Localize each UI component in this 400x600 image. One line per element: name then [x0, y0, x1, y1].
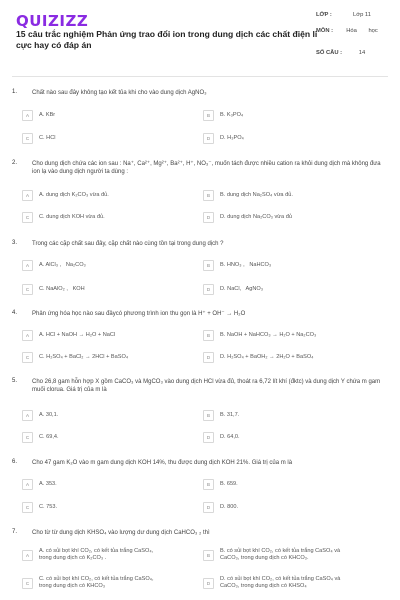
option-letter-box: D	[203, 284, 214, 295]
option-text: A. 353.	[39, 481, 57, 487]
option-b[interactable]	[203, 330, 316, 341]
option-text: B. 31,7.	[220, 412, 240, 418]
option-letter-box: C	[22, 212, 33, 223]
option-d[interactable]	[203, 212, 292, 223]
option-c[interactable]	[22, 133, 55, 144]
quizizz-logo: QUIZIZZ	[16, 12, 89, 30]
option-letter-box: B	[203, 410, 214, 421]
option-letter-box: D	[203, 502, 214, 513]
question-text: Cho dung dịch chứa các ion sau : Na⁺, Ca²⁺, Mg²⁺, Ba²⁺, H⁺, NO₃⁻, muốn tách được nhiều cation ra khỏi dung dịch mà không đưa ion lạ vào dung dịch người ta dùng :	[32, 161, 381, 175]
meta-label: LỚP :	[316, 12, 332, 18]
meta-panel	[316, 12, 380, 66]
question-number: 6.	[12, 459, 18, 465]
option-b[interactable]	[203, 479, 238, 490]
option-d[interactable]	[203, 352, 313, 363]
option-a[interactable]	[22, 479, 57, 490]
option-text: A. dung dịch K₂CO₃ vừa đủ.	[39, 192, 109, 198]
option-b[interactable]	[203, 190, 293, 201]
option-letter-box: D	[203, 578, 214, 589]
option-text: D. 800.	[220, 504, 239, 510]
option-text: D. dung dịch Na₂CO₃ vừa đủ	[220, 214, 292, 220]
option-b[interactable]	[203, 410, 239, 421]
option-text: C. NaAlO₂ , KOH	[39, 286, 85, 292]
question-text: Chất nào sau đây không tạo kết tủa khi cho vào dung dịch AgNO₃	[32, 90, 207, 96]
option-text: A. HCl + NaOH → H₂O + NaCl	[39, 332, 116, 338]
option-c[interactable]	[22, 576, 154, 590]
option-text: B. có sủi bọt khí CO₂, có kết tủa trắng CaSO₄ và CaCO₃, trong dung dịch có KHCO₃.	[220, 548, 341, 561]
option-text: C. có sủi bọt khí CO₂, có kết tủa trắng CaSO₄, trong dung dịch có KHCO₃	[39, 576, 154, 589]
option-c[interactable]	[22, 212, 105, 223]
option-letter-box: B	[203, 190, 214, 201]
question-text: Cho 26,8 gam hỗn hợp X gồm CaCO₃ và MgCO₃ vào dung dịch HCl vừa đủ, thoát ra 6,72 lít khí (đktc) và dung dịch Y chứa m gam muối clorua. Giá trị của m là	[32, 379, 381, 393]
option-a[interactable]	[22, 410, 58, 421]
question-text: Cho từ từ dung dịch KHSO₄ vào lượng dư dung dịch CaHCO₃ ₂ thì	[32, 530, 210, 536]
option-letter-box: A	[22, 550, 33, 561]
option-text: A. AlCl₃ , Na₂CO₃	[39, 262, 86, 268]
option-text: B. HNO₃ , NaHCO₃	[220, 262, 272, 268]
option-letter-box: A	[22, 190, 33, 201]
option-a[interactable]	[22, 110, 55, 121]
option-text: A. KBr	[39, 112, 56, 118]
option-d[interactable]	[203, 502, 238, 513]
option-b[interactable]	[203, 260, 271, 271]
option-text: C. 753.	[39, 504, 58, 510]
option-letter-box: A	[22, 110, 33, 121]
option-d[interactable]	[203, 432, 240, 443]
option-text: B. dung dịch Na₂SO₄ vừa đủ.	[220, 192, 293, 198]
option-c[interactable]	[22, 432, 59, 443]
meta-value: 14	[358, 50, 366, 56]
option-text: A. có sủi bọt khí CO₂, có kết tủa trắng CaSO₄, trong dung dịch có K₂CO₃ .	[39, 548, 154, 561]
option-text: D. NaCl, AgNO₃	[220, 286, 263, 292]
option-letter-box: A	[22, 330, 33, 341]
option-b[interactable]	[203, 548, 340, 562]
option-text: D. H₃PO₄	[220, 135, 244, 141]
option-d[interactable]	[203, 576, 340, 590]
option-c[interactable]	[22, 352, 128, 363]
option-text: C. dung dịch KOH vừa đủ.	[39, 214, 105, 220]
option-letter-box: B	[203, 550, 214, 561]
question-number: 2.	[12, 160, 18, 166]
option-text: B. K₃PO₄	[220, 112, 244, 118]
option-letter-box: C	[22, 432, 33, 443]
meta-value: Lớp 11	[353, 12, 371, 18]
option-text: D. 64,0.	[220, 434, 240, 440]
option-c[interactable]	[22, 502, 57, 513]
option-d[interactable]	[203, 284, 263, 295]
option-letter-box: C	[22, 284, 33, 295]
meta-count	[316, 50, 380, 66]
option-letter-box: C	[22, 352, 33, 363]
option-a[interactable]	[22, 330, 115, 341]
option-letter-box: D	[203, 133, 214, 144]
option-letter-box: A	[22, 410, 33, 421]
option-letter-box: D	[203, 432, 214, 443]
option-letter-box: A	[22, 260, 33, 271]
page-title: 15 câu trắc nghiệm Phản ứng trao đổi ion trong dung dịch các chất điện li cực hay có đáp án	[16, 29, 318, 50]
option-text: C. HCl	[39, 135, 56, 141]
option-letter-box: B	[203, 330, 214, 341]
option-letter-box: C	[22, 133, 33, 144]
option-a[interactable]	[22, 548, 153, 562]
worksheet-header	[12, 0, 388, 77]
meta-label: SỐ CÂU :	[316, 50, 343, 56]
option-d[interactable]	[203, 133, 244, 144]
option-c[interactable]	[22, 284, 85, 295]
question-number: 5.	[12, 378, 18, 384]
meta-label: MÔN :	[316, 28, 334, 34]
option-letter-box: C	[22, 502, 33, 513]
option-letter-box: C	[22, 578, 33, 589]
option-b[interactable]	[203, 110, 243, 121]
option-letter-box: D	[203, 352, 214, 363]
question-number: 7.	[12, 529, 18, 535]
option-text: D. H₂SO₄ + BaOH₂ → 2H₂O + BaSO₄	[220, 354, 314, 360]
option-letter-box: B	[203, 479, 214, 490]
option-text: B. 659.	[220, 481, 238, 487]
question-number: 3.	[12, 240, 18, 246]
option-letter-box: A	[22, 479, 33, 490]
question-number: 1.	[12, 89, 18, 95]
meta-class	[316, 12, 380, 28]
question-text: Cho 47 gam K₂O vào m gam dung dịch KOH 14%, thu được dung dịch KOH 21%. Giá trị của m là	[32, 460, 293, 466]
option-text: D. có sủi bọt khí CO₂, có kết tủa trắng CaSO₄ và CaCO₃, trong dung dịch có KHSO₄	[220, 576, 341, 589]
option-text: A. 30,1.	[39, 412, 59, 418]
question-number: 4.	[12, 310, 18, 316]
question-text: Phản ứng hóa học nào sau đâycó phương trình ion thu gọn là H⁺ + OH⁻ → H₂O	[32, 311, 246, 317]
option-text: B. NaOH + NaHCO₃ → H₂O + Na₂CO₃	[220, 332, 317, 338]
option-text: C. H₂SO₄ + BaCl₂ → 2HCl + BaSO₄	[39, 354, 129, 360]
option-a[interactable]	[22, 260, 86, 271]
meta-value: Hóa học	[346, 28, 378, 34]
meta-subject	[316, 28, 380, 50]
option-letter-box: B	[203, 110, 214, 121]
question-text: Trong các cặp chất sau đây, cặp chất nào cùng tồn tại trong dung dịch ?	[32, 241, 224, 247]
option-letter-box: D	[203, 212, 214, 223]
option-letter-box: B	[203, 260, 214, 271]
option-text: C. 69,4.	[39, 434, 59, 440]
option-a[interactable]	[22, 190, 109, 201]
